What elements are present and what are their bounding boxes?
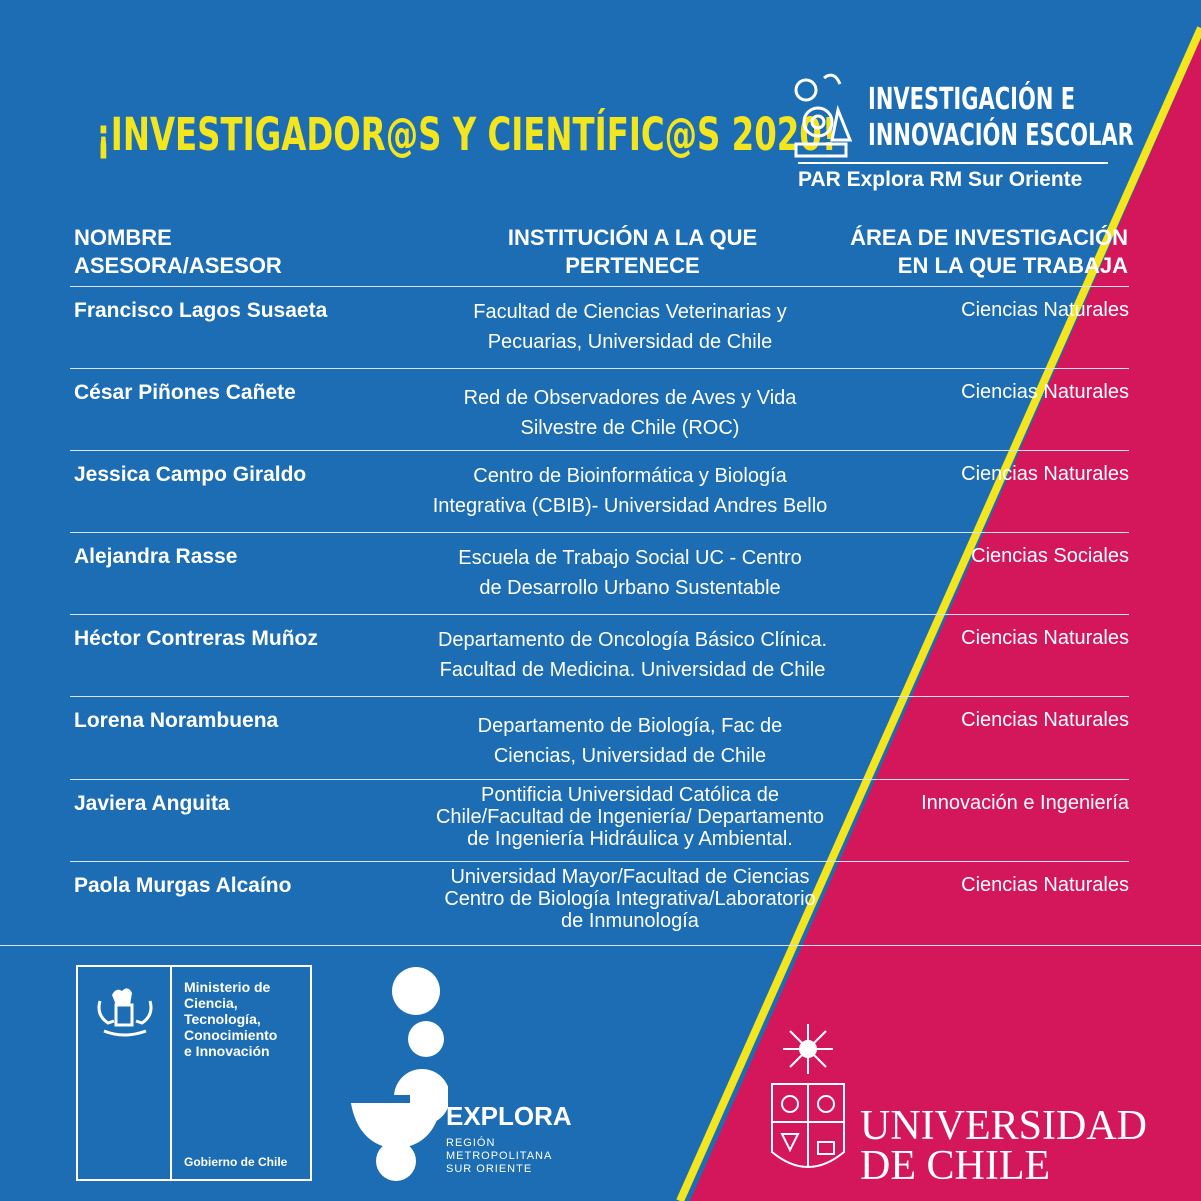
row-area: Ciencias Sociales	[971, 545, 1129, 567]
table-row	[70, 286, 1129, 369]
brand-divider	[798, 162, 1108, 164]
brand-logo	[788, 62, 1134, 197]
explora-logo	[348, 965, 588, 1185]
row-institution-line: Red de Observadores de Aves y Vida	[463, 387, 797, 409]
table-row	[70, 368, 1129, 451]
row-institution-line: Centro de Bioinformática y Biología	[473, 465, 787, 487]
row-institution	[370, 461, 890, 521]
row-area: Innovación e Ingeniería	[921, 792, 1129, 814]
row-institution-line: Pecuarias, Universidad de Chile	[487, 331, 773, 353]
header-institution-line-1: INSTITUCIÓN A LA QUE	[507, 225, 758, 250]
chile-coat-of-arms-icon	[94, 981, 156, 1041]
brand-line-1: INVESTIGACIÓN E	[868, 82, 1076, 117]
row-name: Héctor Contreras Muñoz	[74, 627, 318, 650]
ministry-name-line: Tecnología,	[184, 1011, 261, 1027]
header-institution-line-2: PERTENECE	[565, 253, 700, 278]
explora-region	[446, 1137, 552, 1176]
brand-line-2: INNOVACIÓN ESCOLAR	[868, 118, 1134, 153]
row-institution-line: Universidad Mayor/Facultad de Ciencias	[450, 866, 810, 888]
row-institution	[385, 625, 880, 685]
header-area-line-1: ÁREA DE INVESTIGACIÓN	[850, 225, 1128, 250]
row-institution	[370, 866, 890, 932]
row-institution-line: Chile/Facultad de Ingeniería/ Departamento	[435, 806, 824, 828]
row-institution	[370, 543, 890, 603]
row-area: Ciencias Naturales	[961, 627, 1129, 649]
header-institution	[440, 224, 825, 280]
page-title: ¡INVESTIGADOR@S Y CIENTÍFIC@S 2020!	[96, 108, 837, 161]
row-area: Ciencias Naturales	[961, 463, 1129, 485]
university-name-line-1: UNIVERSIDAD	[860, 1103, 1147, 1149]
row-name: César Piñones Cañete	[74, 381, 296, 404]
row-institution-line: Escuela de Trabajo Social UC - Centro	[458, 547, 802, 569]
row-name: Alejandra Rasse	[74, 545, 238, 568]
row-name: Javiera Anguita	[74, 792, 230, 815]
ministry-name-line: e Innovación	[184, 1043, 270, 1059]
ministry-logo	[76, 965, 312, 1181]
row-area: Ciencias Naturales	[961, 709, 1129, 731]
science-doodle-icon	[788, 70, 858, 160]
header-name	[74, 224, 282, 280]
row-area: Ciencias Naturales	[961, 299, 1129, 321]
row-institution-line: Pontificia Universidad Católica de	[481, 784, 779, 806]
explora-name: EXPLORA	[446, 1101, 572, 1131]
university-crest-icon	[768, 1022, 848, 1180]
university-name-line-2: DE CHILE	[860, 1143, 1051, 1189]
explora-region-line: METROPOLITANA	[446, 1150, 553, 1162]
ministry-logo-divider	[170, 967, 172, 1179]
row-institution-line: Departamento de Oncología Básico Clínica.	[437, 629, 828, 651]
row-institution-line: Silvestre de Chile (ROC)	[520, 417, 740, 439]
row-institution	[370, 297, 890, 357]
table-row	[70, 696, 1129, 779]
row-area: Ciencias Naturales	[961, 381, 1129, 403]
brand-subtitle: PAR Explora RM Sur Oriente	[798, 168, 1083, 191]
table-row	[70, 532, 1129, 615]
table-bottom-divider	[0, 945, 1201, 946]
header-area-line-2: EN LA QUE TRABAJA	[897, 253, 1128, 278]
explora-region-line: SUR ORIENTE	[446, 1163, 533, 1175]
explora-region-line: REGIÓN	[446, 1137, 496, 1149]
universidad-de-chile-logo	[768, 1022, 1148, 1189]
ministry-name-line: Ciencia,	[184, 995, 238, 1011]
row-institution-line: de Desarrollo Urbano Sustentable	[479, 577, 781, 599]
header-name-line-2: ASESORA/ASESOR	[74, 253, 282, 278]
header-area	[780, 224, 1128, 280]
ministry-name	[184, 979, 277, 1059]
explora-circles-icon	[348, 965, 448, 1185]
table-row	[70, 779, 1129, 862]
row-area: Ciencias Naturales	[961, 874, 1129, 896]
row-institution-line: Facultad de Ciencias Veterinarias y	[473, 301, 787, 323]
table-row	[70, 861, 1129, 944]
row-institution-line: Departamento de Biología, Fac de	[477, 715, 783, 737]
row-name: Lorena Norambuena	[74, 709, 279, 732]
row-institution-line: Centro de Biología Integrativa/Laboratorio	[444, 888, 816, 910]
row-institution-line: Ciencias, Universidad de Chile	[493, 745, 767, 767]
row-name: Paola Murgas Alcaíno	[74, 874, 292, 897]
row-institution-line: Facultad de Medicina. Universidad de Chile	[439, 659, 826, 681]
row-institution-line: de Ingeniería Hidráulica y Ambiental.	[467, 828, 793, 850]
ministry-name-line: Conocimiento	[184, 1027, 278, 1043]
row-institution-line: de Inmunología	[561, 910, 699, 932]
row-institution	[370, 383, 890, 443]
row-name: Jessica Campo Giraldo	[74, 463, 307, 486]
row-name: Francisco Lagos Susaeta	[74, 299, 328, 322]
row-institution-line: Integrativa (CBIB)- Universidad Andres Bello	[432, 495, 828, 517]
table-row	[70, 614, 1129, 697]
row-institution	[370, 711, 890, 771]
gobierno-label: Gobierno de Chile	[184, 1155, 288, 1169]
row-institution	[370, 784, 890, 850]
header-name-line-1: NOMBRE	[74, 225, 172, 250]
ministry-name-line: Ministerio de	[184, 979, 271, 995]
table-row	[70, 450, 1129, 533]
